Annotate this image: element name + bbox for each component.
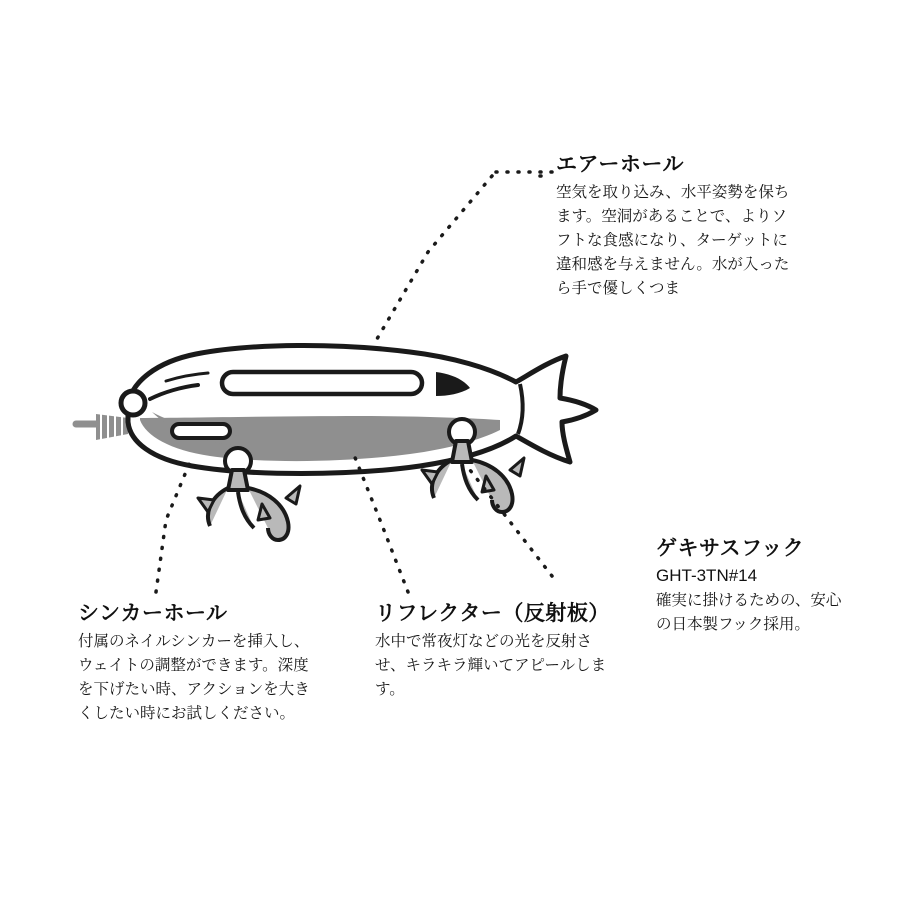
callout-sinker-hole: [78, 601, 338, 726]
callout-air-hole: [556, 152, 816, 301]
callout-air-hole-body: 空気を取り込み、水平姿勢を保ちます。空洞があることで、よりソフトな食感になり、ターゲットに違和感を与えません。水が入ったら手で優しくつま: [556, 184, 790, 298]
callout-hook-title: ゲキサスフック: [656, 537, 805, 560]
callout-sinker-hole-body: 付属のネイルシンカーを挿入し、ウェイトの調整ができます。深度を下げたい時、アクションを大きくしたい時にお試しください。: [78, 633, 310, 723]
callout-reflector: [375, 601, 637, 702]
leader-sinker-hole: [156, 462, 190, 592]
callout-hook-body: 確実に掛けるための、安心の日本製フック採用。: [656, 592, 842, 634]
callout-reflector-title: リフレクター（反射板）: [375, 602, 610, 625]
callout-hook-model: GHT-3TN#14: [656, 566, 758, 586]
leader-air-hole: [374, 176, 492, 344]
callout-reflector-body: 水中で常夜灯などの光を反射させ、キラキラ輝いてアピールします。: [375, 633, 607, 699]
callout-air-hole-title: エアーホール: [556, 153, 684, 176]
nail-sinker-group: [76, 413, 128, 441]
lure-body: [121, 345, 596, 473]
callout-sinker-hole-title: シンカーホール: [78, 602, 228, 625]
callout-hook: [656, 536, 886, 637]
